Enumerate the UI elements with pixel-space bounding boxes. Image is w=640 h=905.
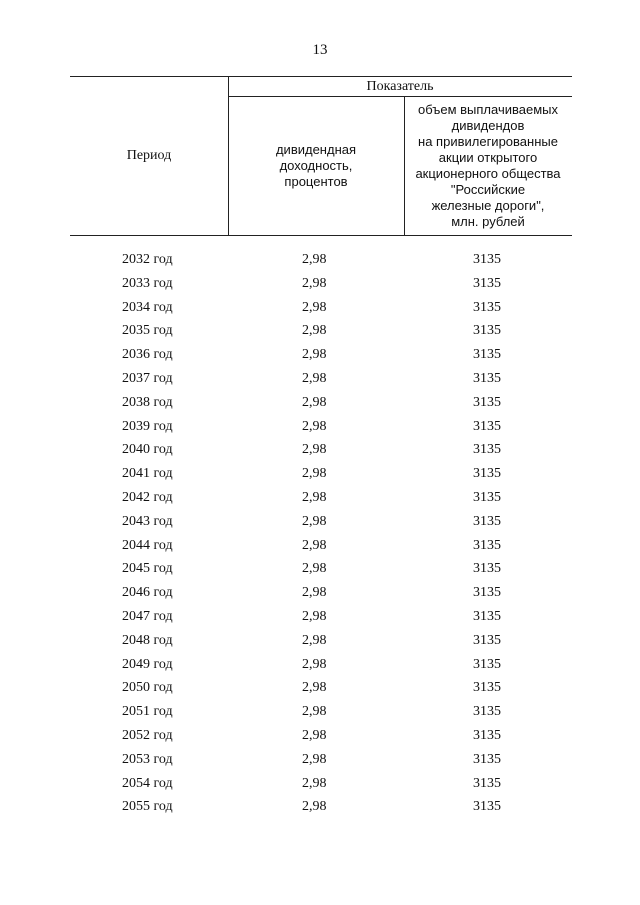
cell-yield: 2,98 [302,347,327,363]
cell-yield: 2,98 [302,680,327,696]
table-row [70,657,572,681]
header-dividends-line: на привилегированные [418,134,558,149]
cell-period: 2043 год [122,513,173,529]
dividends-table [70,76,572,815]
cell-dividends: 3135 [473,799,501,815]
cell-period: 2040 год [122,442,173,458]
header-dividends-line: дивидендов [451,118,525,133]
table-row [70,680,572,704]
header-dividends-line: акции открытого [438,150,538,165]
table-row [70,704,572,728]
header-yield-line: дивидендная [275,142,357,157]
table-row [70,752,572,776]
cell-dividends: 3135 [473,466,501,482]
table-row [70,609,572,633]
table-row [70,419,572,443]
cell-period: 2047 год [122,608,173,624]
header-yield-line: доходность, [279,158,353,173]
header-dividends-line: "Российские [450,182,526,197]
cell-yield: 2,98 [302,632,327,648]
cell-dividends: 3135 [473,299,501,315]
table-row [70,633,572,657]
cell-yield: 2,98 [302,561,327,577]
cell-yield: 2,98 [302,466,327,482]
cell-dividends: 3135 [473,632,501,648]
cell-yield: 2,98 [302,585,327,601]
cell-yield: 2,98 [302,489,327,505]
cell-period: 2038 год [122,394,173,410]
cell-dividends: 3135 [473,275,501,291]
cell-yield: 2,98 [302,275,327,291]
cell-yield: 2,98 [302,751,327,767]
cell-dividends: 3135 [473,727,501,743]
table-row [70,347,572,371]
cell-period: 2041 год [122,466,173,482]
cell-period: 2049 год [122,656,173,672]
header-dividends-line: акционерного общества [415,166,561,181]
cell-yield: 2,98 [302,299,327,315]
cell-dividends: 3135 [473,585,501,601]
cell-period: 2045 год [122,561,173,577]
cell-yield: 2,98 [302,442,327,458]
table-row [70,466,572,490]
header-dividends-line: железные дороги", [431,198,545,213]
cell-yield: 2,98 [302,608,327,624]
header-dividends-line: объем выплачиваемых [417,102,558,117]
cell-yield: 2,98 [302,418,327,434]
cell-period: 2032 год [122,252,173,267]
header-dividends-line: млн. рублей [451,214,525,229]
cell-period: 2048 год [122,632,173,648]
table-row [70,728,572,752]
table-body [70,252,572,823]
cell-period: 2052 год [122,727,173,743]
cell-period: 2046 год [122,585,173,601]
cell-period: 2053 год [122,751,173,767]
table-row [70,490,572,514]
cell-dividends: 3135 [473,537,501,553]
cell-yield: 2,98 [302,775,327,791]
cell-yield: 2,98 [302,656,327,672]
cell-yield: 2,98 [302,704,327,720]
cell-dividends: 3135 [473,370,501,386]
cell-yield: 2,98 [302,513,327,529]
table-row [70,442,572,466]
page-number: 13 [312,42,328,58]
cell-yield: 2,98 [302,323,327,339]
header-period: Период [126,148,172,163]
cell-dividends: 3135 [473,680,501,696]
table-row [70,776,572,800]
table-row [70,395,572,419]
table-row [70,585,572,609]
cell-yield: 2,98 [302,394,327,410]
table-row [70,514,572,538]
header-dividends [404,97,572,235]
cell-dividends: 3135 [473,608,501,624]
cell-yield: 2,98 [302,727,327,743]
table-row [70,300,572,324]
cell-dividends: 3135 [473,442,501,458]
cell-period: 2044 год [122,537,173,553]
table-row [70,276,572,300]
cell-dividends: 3135 [473,751,501,767]
header-indicator: Показатель [366,78,434,94]
cell-period: 2055 год [122,799,173,815]
cell-period: 2054 год [122,775,173,791]
table-row [70,323,572,347]
cell-dividends: 3135 [473,513,501,529]
cell-yield: 2,98 [302,370,327,386]
cell-period: 2042 год [122,489,173,505]
cell-dividends: 3135 [473,656,501,672]
cell-dividends: 3135 [473,775,501,791]
table-row [70,252,572,276]
cell-period: 2034 год [122,299,173,315]
cell-period: 2050 год [122,680,173,696]
cell-dividends: 3135 [473,561,501,577]
cell-period: 2051 год [122,704,173,720]
header-yield [228,97,404,235]
cell-dividends: 3135 [473,489,501,505]
cell-yield: 2,98 [302,252,327,267]
cell-dividends: 3135 [473,323,501,339]
cell-dividends: 3135 [473,394,501,410]
header-yield-line: процентов [284,174,348,189]
cell-period: 2033 год [122,275,173,291]
cell-dividends: 3135 [473,704,501,720]
cell-dividends: 3135 [473,347,501,363]
cell-period: 2039 год [122,418,173,434]
table-header [70,76,572,236]
cell-period: 2036 год [122,347,173,363]
cell-yield: 2,98 [302,537,327,553]
cell-period: 2037 год [122,370,173,386]
cell-dividends: 3135 [473,252,501,267]
cell-dividends: 3135 [473,418,501,434]
cell-period: 2035 год [122,323,173,339]
table-row [70,371,572,395]
table-row [70,538,572,562]
table-row [70,799,572,823]
cell-yield: 2,98 [302,799,327,815]
table-row [70,561,572,585]
